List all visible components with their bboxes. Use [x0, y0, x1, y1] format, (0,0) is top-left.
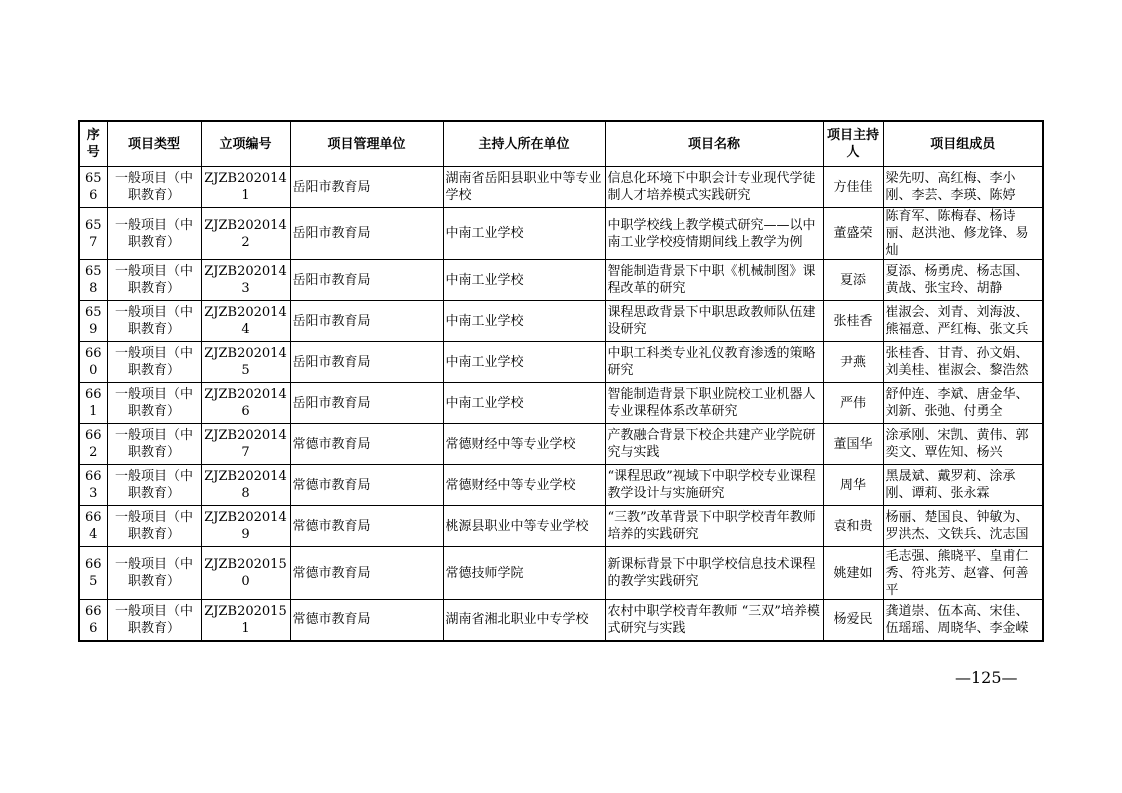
project-code-cell: ZJZB2020147: [201, 424, 290, 465]
host-cell: 尹燕: [823, 342, 883, 383]
project-code-cell: ZJZB2020142: [201, 208, 290, 260]
host-cell: 姚建如: [823, 547, 883, 600]
project-code-cell: ZJZB2020145: [201, 342, 290, 383]
host-cell: 夏添: [823, 260, 883, 301]
project-type-cell: 一般项目（中职教育）: [107, 465, 201, 506]
project-type-cell: 一般项目（中职教育）: [107, 383, 201, 424]
table-row: [79, 167, 1043, 208]
header-cell: 项目名称: [605, 121, 823, 167]
project-name-cell: 新课标背景下中职学校信息技术课程的教学实践研究: [605, 547, 823, 600]
serial-cell: 663: [79, 465, 107, 506]
table-row: [79, 506, 1043, 547]
members-cell: 黑晟斌、戴罗莉、涂承刚、谭莉、张永霖: [883, 465, 1043, 506]
host-unit-cell: 中南工业学校: [443, 260, 605, 301]
page-number: —125—: [955, 668, 1018, 687]
project-type-cell: 一般项目（中职教育）: [107, 547, 201, 600]
host-cell: 方佳佳: [823, 167, 883, 208]
project-type-cell: 一般项目（中职教育）: [107, 342, 201, 383]
project-name-cell: 信息化环境下中职会计专业现代学徒制人才培养模式实践研究: [605, 167, 823, 208]
project-name-cell: 农村中职学校青年教师 “三双”培养模式研究与实践: [605, 600, 823, 641]
header-cell: 项目主持人: [823, 121, 883, 167]
serial-cell: 658: [79, 260, 107, 301]
project-code-cell: ZJZB2020141: [201, 167, 290, 208]
host-unit-cell: 常德财经中等专业学校: [443, 424, 605, 465]
host-unit-cell: 中南工业学校: [443, 301, 605, 342]
members-cell: 毛志强、熊晓平、皇甫仁秀、符兆芳、赵睿、何善平: [883, 547, 1043, 600]
project-type-cell: 一般项目（中职教育）: [107, 506, 201, 547]
serial-cell: 665: [79, 547, 107, 600]
project-type-cell: 一般项目（中职教育）: [107, 208, 201, 260]
project-type-cell: 一般项目（中职教育）: [107, 424, 201, 465]
host-unit-cell: 湖南省岳阳县职业中等专业学校: [443, 167, 605, 208]
project-code-cell: ZJZB2020150: [201, 547, 290, 600]
project-name-cell: 中职学校线上教学模式研究——以中南工业学校疫情期间线上教学为例: [605, 208, 823, 260]
members-cell: 陈育军、陈梅春、杨诗丽、赵洪池、修龙锋、易灿: [883, 208, 1043, 260]
table-row: [79, 342, 1043, 383]
serial-cell: 656: [79, 167, 107, 208]
project-type-cell: 一般项目（中职教育）: [107, 301, 201, 342]
host-unit-cell: 湖南省湘北职业中专学校: [443, 600, 605, 641]
table-row: [79, 301, 1043, 342]
project-code-cell: ZJZB2020144: [201, 301, 290, 342]
host-unit-cell: 常德财经中等专业学校: [443, 465, 605, 506]
project-name-cell: 课程思政背景下中职思政教师队伍建设研究: [605, 301, 823, 342]
management-unit-cell: 岳阳市教育局: [290, 260, 443, 301]
host-cell: 董盛荣: [823, 208, 883, 260]
members-cell: 涂承刚、宋凯、黄伟、郭奕文、覃佐知、杨兴: [883, 424, 1043, 465]
project-name-cell: 产教融合背景下校企共建产业学院研究与实践: [605, 424, 823, 465]
host-unit-cell: 桃源县职业中等专业学校: [443, 506, 605, 547]
project-code-cell: ZJZB2020143: [201, 260, 290, 301]
project-code-cell: ZJZB2020146: [201, 383, 290, 424]
table-row: [79, 424, 1043, 465]
project-code-cell: ZJZB2020149: [201, 506, 290, 547]
table-row: [79, 208, 1043, 260]
host-unit-cell: 常德技师学院: [443, 547, 605, 600]
host-cell: 张桂香: [823, 301, 883, 342]
members-cell: 梁先叨、高红梅、李小刚、李芸、李瑛、陈婷: [883, 167, 1043, 208]
host-unit-cell: 中南工业学校: [443, 208, 605, 260]
host-cell: 严伟: [823, 383, 883, 424]
management-unit-cell: 常德市教育局: [290, 600, 443, 641]
management-unit-cell: 常德市教育局: [290, 547, 443, 600]
project-name-cell: “三教”改革背景下中职学校青年教师培养的实践研究: [605, 506, 823, 547]
project-table: [78, 120, 1044, 642]
project-code-cell: ZJZB2020148: [201, 465, 290, 506]
header-cell: 项目组成员: [883, 121, 1043, 167]
host-unit-cell: 中南工业学校: [443, 342, 605, 383]
management-unit-cell: 岳阳市教育局: [290, 301, 443, 342]
host-cell: 杨爱民: [823, 600, 883, 641]
management-unit-cell: 常德市教育局: [290, 465, 443, 506]
project-type-cell: 一般项目（中职教育）: [107, 260, 201, 301]
management-unit-cell: 岳阳市教育局: [290, 208, 443, 260]
host-unit-cell: 中南工业学校: [443, 383, 605, 424]
header-cell: 项目类型: [107, 121, 201, 167]
header-cell: 序号: [79, 121, 107, 167]
host-cell: 董国华: [823, 424, 883, 465]
management-unit-cell: 岳阳市教育局: [290, 167, 443, 208]
table-row: [79, 547, 1043, 600]
management-unit-cell: 常德市教育局: [290, 506, 443, 547]
header-cell: 项目管理单位: [290, 121, 443, 167]
project-name-cell: 中职工科类专业礼仪教育渗透的策略研究: [605, 342, 823, 383]
members-cell: 夏添、杨勇虎、杨志国、黄战、张宝玲、胡静: [883, 260, 1043, 301]
table-row: [79, 383, 1043, 424]
host-cell: 袁和贵: [823, 506, 883, 547]
table-row: [79, 600, 1043, 641]
members-cell: 崔淑会、刘青、刘海波、熊福意、严红梅、张文兵: [883, 301, 1043, 342]
members-cell: 舒仲连、李斌、唐金华、刘新、张弛、付勇全: [883, 383, 1043, 424]
members-cell: 张桂香、甘青、孙文娟、刘美桂、崔淑会、黎浩然: [883, 342, 1043, 383]
project-name-cell: 智能制造背景下中职《机械制图》课程改革的研究: [605, 260, 823, 301]
serial-cell: 662: [79, 424, 107, 465]
project-type-cell: 一般项目（中职教育）: [107, 167, 201, 208]
table-row: [79, 465, 1043, 506]
management-unit-cell: 岳阳市教育局: [290, 383, 443, 424]
project-code-cell: ZJZB2020151: [201, 600, 290, 641]
management-unit-cell: 岳阳市教育局: [290, 342, 443, 383]
serial-cell: 666: [79, 600, 107, 641]
project-type-cell: 一般项目（中职教育）: [107, 600, 201, 641]
table-body: [79, 167, 1043, 641]
serial-cell: 661: [79, 383, 107, 424]
table-header-row: [79, 121, 1043, 167]
project-name-cell: “课程思政”视域下中职学校专业课程教学设计与实施研究: [605, 465, 823, 506]
management-unit-cell: 常德市教育局: [290, 424, 443, 465]
serial-cell: 657: [79, 208, 107, 260]
serial-cell: 664: [79, 506, 107, 547]
members-cell: 龚道崇、伍本高、宋佳、伍瑶瑶、周晓华、李金嵘: [883, 600, 1043, 641]
project-name-cell: 智能制造背景下职业院校工业机器人专业课程体系改革研究: [605, 383, 823, 424]
serial-cell: 659: [79, 301, 107, 342]
host-cell: 周华: [823, 465, 883, 506]
header-cell: 主持人所在单位: [443, 121, 605, 167]
members-cell: 杨丽、楚国良、钟敏为、罗洪杰、文铁兵、沈志国: [883, 506, 1043, 547]
table-row: [79, 260, 1043, 301]
header-cell: 立项编号: [201, 121, 290, 167]
serial-cell: 660: [79, 342, 107, 383]
